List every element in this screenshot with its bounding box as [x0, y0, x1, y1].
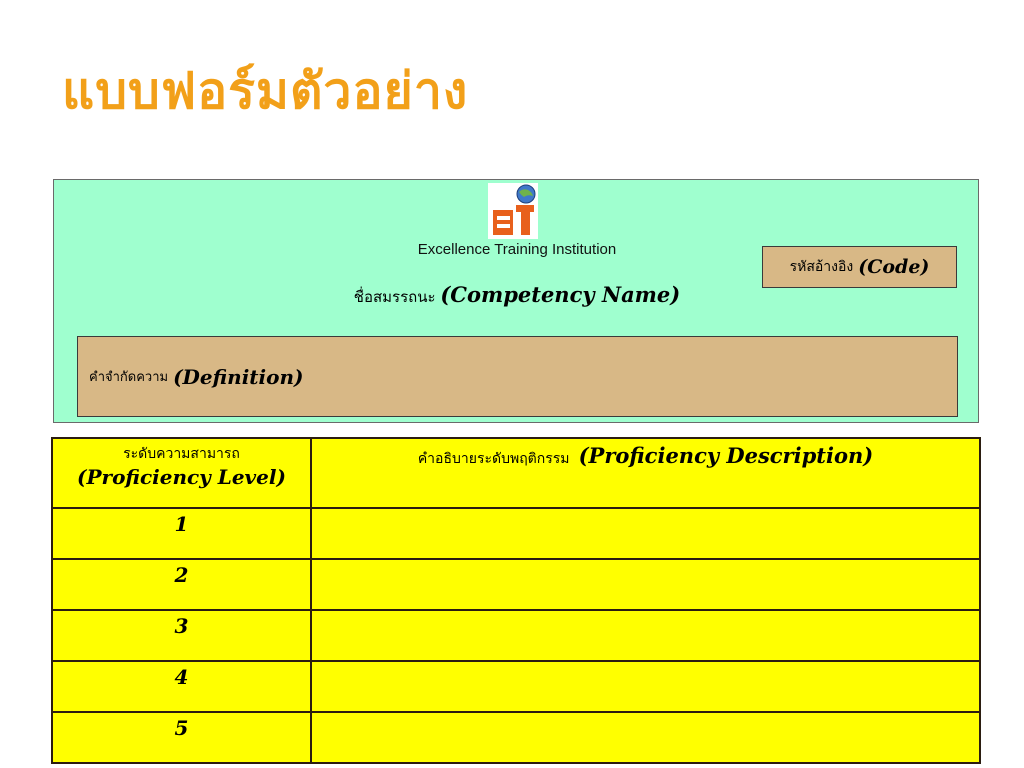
description-cell [311, 610, 980, 661]
level-cell: 2 [52, 559, 311, 610]
level-header-thai: ระดับความสามารถ [123, 446, 240, 462]
code-box [762, 246, 957, 288]
description-cell [311, 559, 980, 610]
column-header-description [311, 438, 980, 508]
column-header-level [52, 438, 311, 508]
level-cell: 4 [52, 661, 311, 712]
table-header-row [52, 438, 980, 508]
table-row [52, 712, 980, 763]
table-row [52, 508, 980, 559]
table-row [52, 559, 980, 610]
table-row [52, 661, 980, 712]
code-label-english: (Code) [858, 256, 930, 278]
level-cell: 3 [52, 610, 311, 661]
description-header-english: (Proficiency Description) [578, 443, 874, 468]
definition-box [77, 336, 958, 417]
competency-header-box [53, 179, 979, 423]
proficiency-table [51, 437, 981, 764]
description-cell [311, 661, 980, 712]
description-header-thai: คำอธิบายระดับพฤติกรรม [417, 451, 570, 467]
description-cell [311, 712, 980, 763]
page-title: แบบฟอร์มตัวอย่าง [62, 61, 469, 120]
level-header-english: (Proficiency Level) [77, 465, 286, 489]
description-cell [311, 508, 980, 559]
level-cell: 1 [52, 508, 311, 559]
level-cell: 5 [52, 712, 311, 763]
institution-name: Excellence Training Institution [417, 241, 617, 258]
code-label-thai: รหัสอ้างอิง [789, 259, 854, 275]
table-row [52, 610, 980, 661]
eti-logo-icon [488, 183, 538, 239]
definition-label-thai: คำจำกัดความ [89, 370, 169, 385]
competency-name-english: (Competency Name) [440, 282, 681, 307]
competency-name-thai: ชื่อสมรรถนะ [353, 288, 436, 306]
definition-label-english: (Definition) [173, 364, 304, 389]
